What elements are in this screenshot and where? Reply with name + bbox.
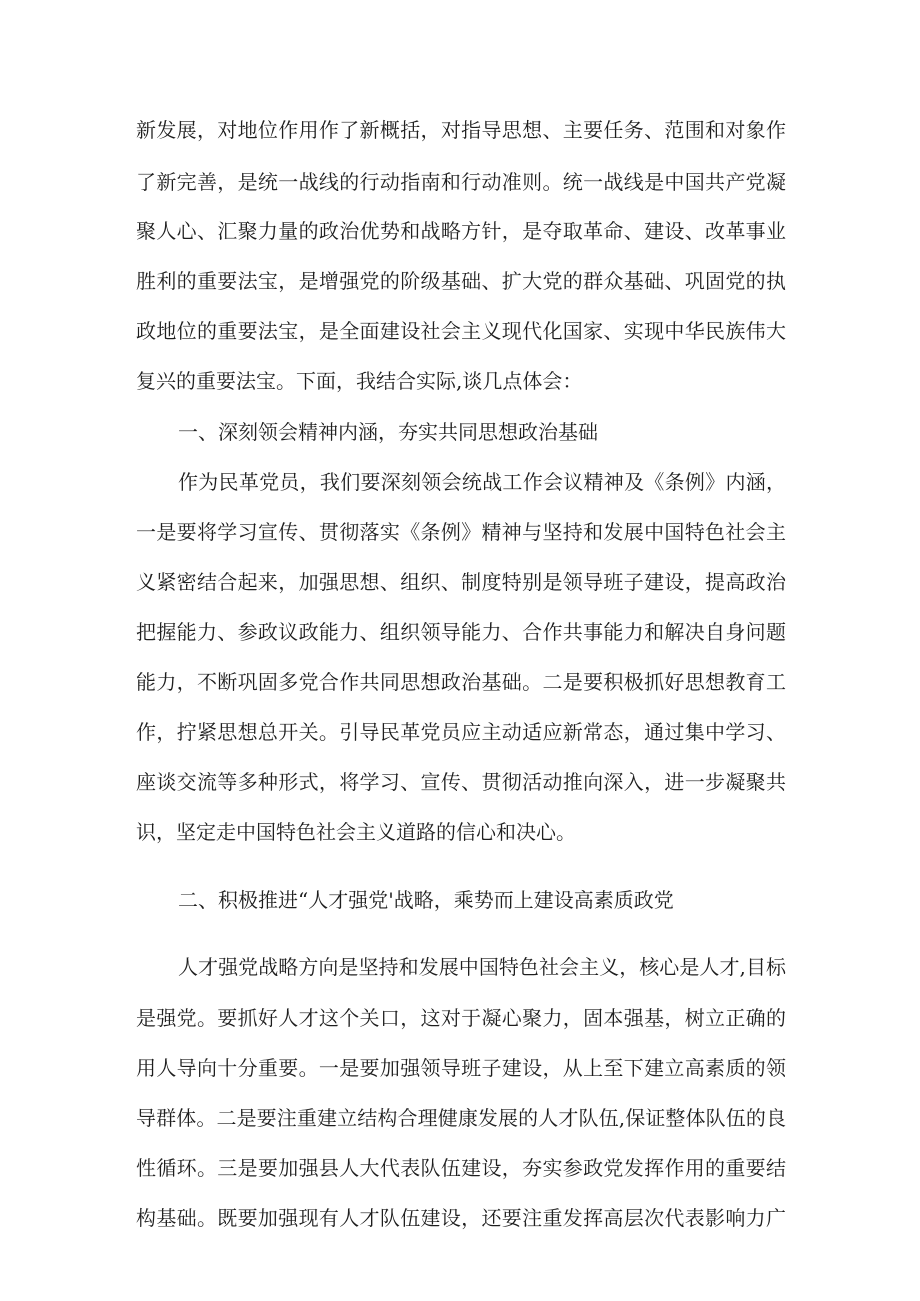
paragraph-line: 是强党。要抓好人才这个关口，这对于凝心聚力，固本强基，树立正确的 [136, 1006, 786, 1030]
paragraph-line: 聚人心、汇聚力量的政治优势和战略方针，是夺取革命、建设、改革事业 [136, 219, 786, 243]
section-heading-2: 二、积极推进“人才强党'战略，乘势而上建设高素质政党 [178, 888, 674, 912]
paragraph-line: 性循环。三是要加强县人大代表队伍建设，夯实参政党发挥作用的重要结 [136, 1156, 786, 1180]
paragraph-line: 构基础。既要加强现有人才队伍建设，还要注重发挥高层次代表影响力广 [136, 1206, 786, 1230]
paragraph-line: 义紧密结合起来，加强思想、组织、制度特别是领导班子建设，提高政治 [136, 570, 786, 594]
paragraph-line: 导群体。二是要注重建立结构合理健康发展的人才队伍,保证整体队伍的良 [136, 1106, 786, 1130]
paragraph-line: 作，拧紧思想总开关。引导民革党员应主动适应新常态，通过集中学习、 [136, 720, 786, 744]
paragraph-line: 座谈交流等多种形式，将学习、宣传、贯彻活动推向深入，进一步凝聚共 [136, 770, 786, 794]
paragraph-line: 把握能力、参政议政能力、组织领导能力、合作共事能力和解决自身问题 [136, 620, 786, 644]
section-heading-1: 一、深刻领会精神内涵，夯实共同思想政治基础 [178, 420, 598, 444]
paragraph-line: 新发展，对地位作用作了新概括，对指导思想、主要任务、范围和对象作 [136, 118, 786, 142]
paragraph-line: 作为民革党员，我们要深刻领会统战工作会议精神及《条例》内涵， [178, 470, 786, 494]
paragraph-line: 复兴的重要法宝。下面，我结合实际,谈几点体会： [136, 369, 583, 393]
paragraph-line: 胜利的重要法宝，是增强党的阶级基础、扩大党的群众基础、巩固党的执 [136, 269, 786, 293]
paragraph-line: 用人导向十分重要。一是要加强领导班子建设，从上至下建立高素质的领 [136, 1056, 786, 1080]
paragraph-line: 人才强党战略方向是坚持和发展中国特色社会主义，核心是人才,目标 [178, 955, 786, 979]
paragraph-line: 一是要将学习宣传、贯彻落实《条例》精神与坚持和发展中国特色社会主 [136, 520, 786, 544]
paragraph-line: 了新完善，是统一战线的行动指南和行动准则。统一战线是中国共产党凝 [136, 170, 786, 194]
paragraph-line: 识，坚定走中国特色社会主义道路的信心和决心。 [136, 820, 576, 844]
paragraph-line: 能力，不断巩固多党合作共同思想政治基础。二是要积极抓好思想教育工 [136, 670, 786, 694]
paragraph-line: 政地位的重要法宝，是全面建设社会主义现代化国家、实现中华民族伟大 [136, 319, 786, 343]
